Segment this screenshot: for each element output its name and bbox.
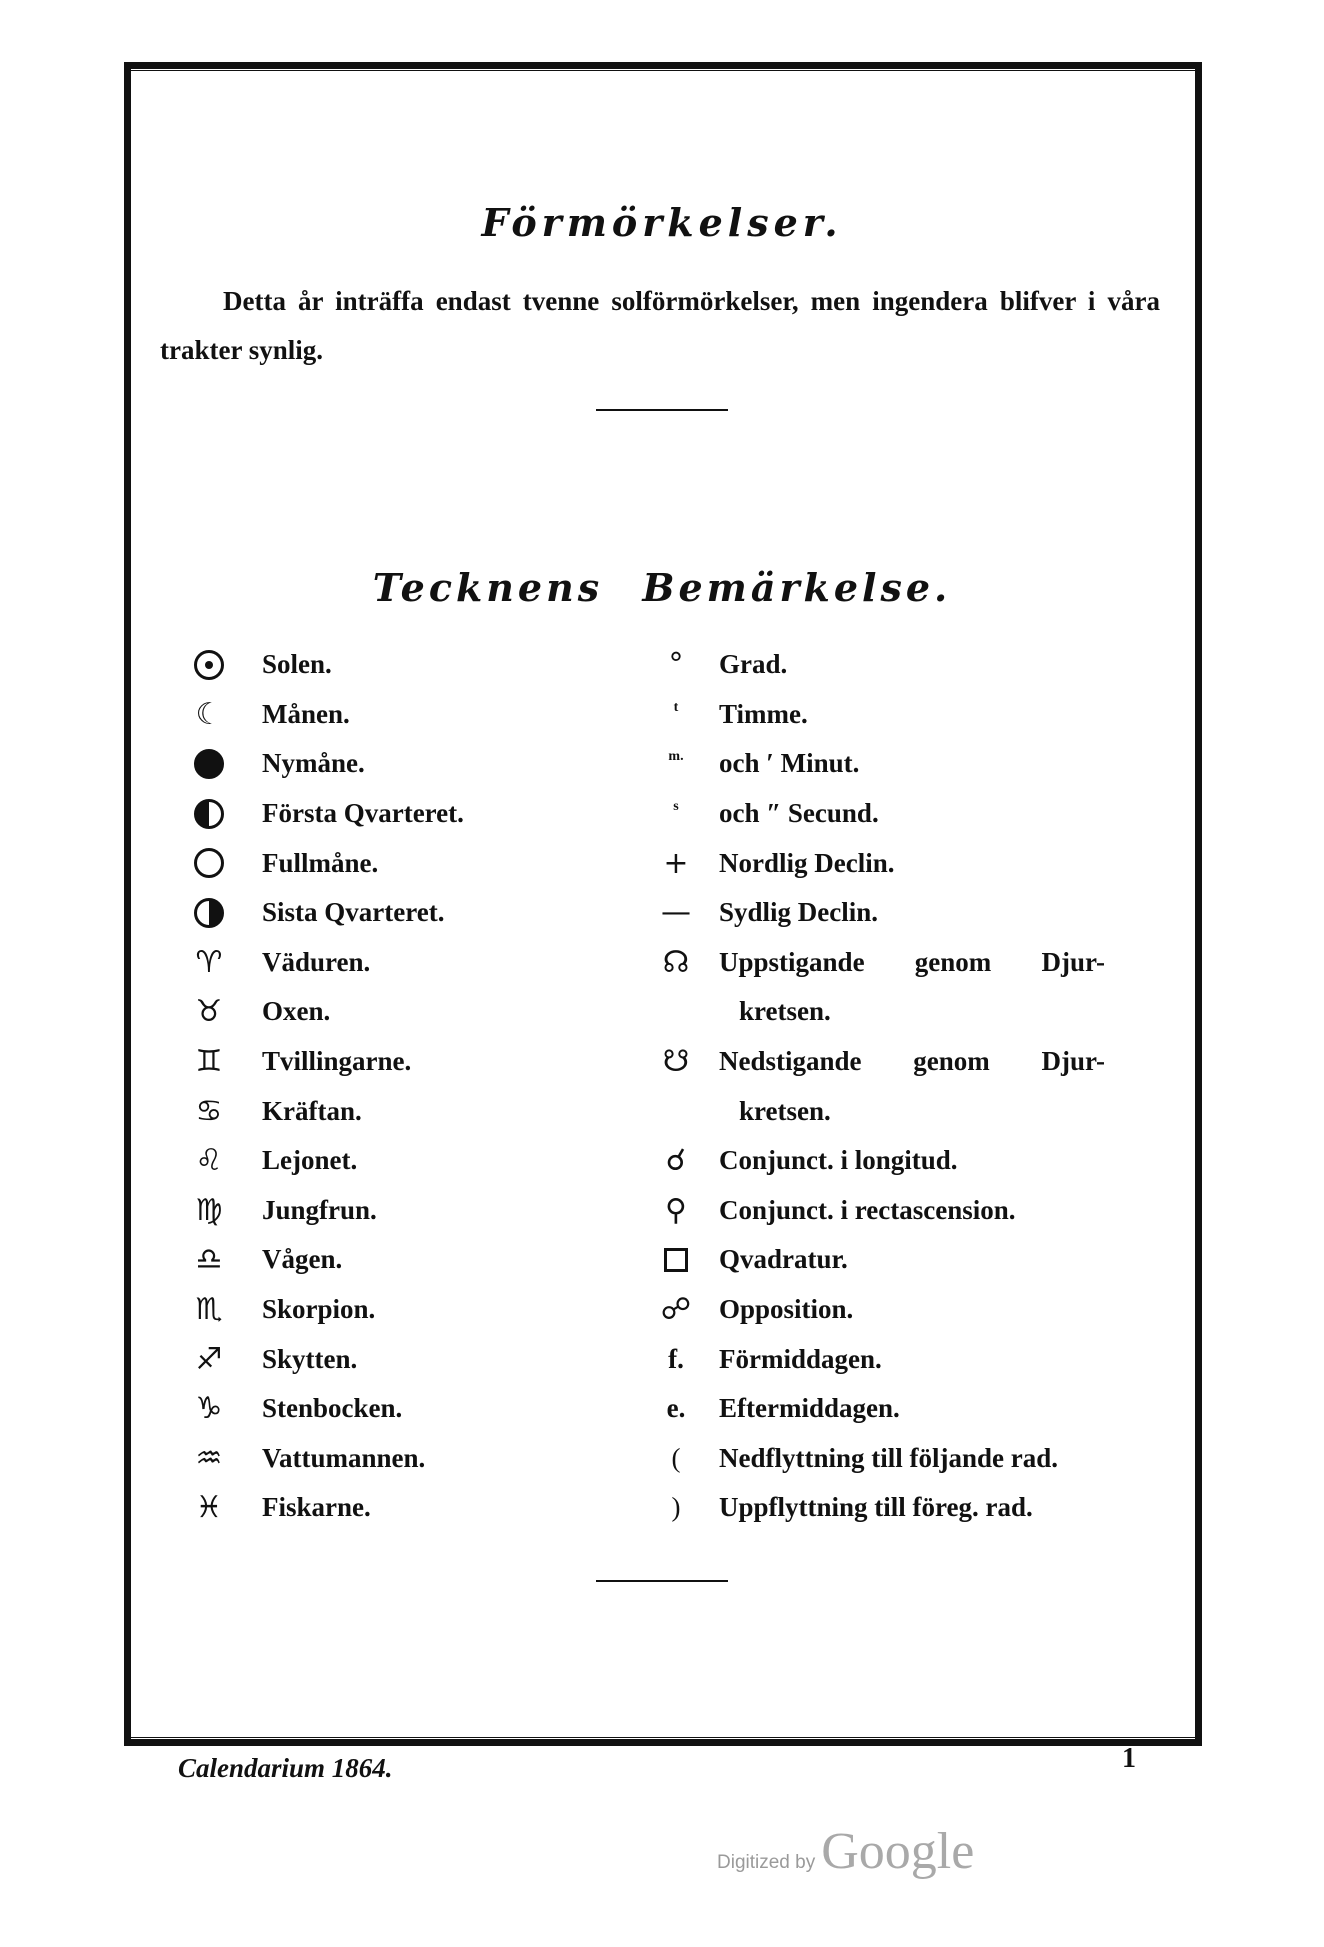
hour-mark: t [673,699,679,715]
sign-label: Skorpion. [262,1294,376,1325]
sign-label-part: Djur- [1041,1046,1105,1077]
new-moon-icon [184,749,234,779]
list-item [655,1334,1105,1384]
leo-icon: ♌ [195,1143,223,1179]
sign-label-part: genom [914,946,992,977]
sign-label: Conjunct. i rectascension. [719,1194,1016,1225]
list-item [184,1136,584,1186]
sign-label: Tvillingarne. [262,1046,412,1077]
page-number: 1 [1122,1743,1136,1774]
digitized-by-text: Digitized by [717,1852,816,1873]
sign-label: Kräftan. [262,1095,362,1126]
cancer-icon: ♋ [195,1093,223,1129]
sign-label: Nedflyttning till följande rad. [719,1442,1059,1473]
sign-label: och ′ Minut. [719,748,860,779]
list-item [655,1037,1105,1087]
sign-label [719,947,1105,978]
sign-label: Solen. [262,649,332,680]
sign-label: Eftermiddagen. [719,1393,900,1424]
second-mark: s [673,798,679,814]
minus-icon: — [661,895,691,931]
aries-icon: ♈ [195,944,223,980]
list-item-continuation: kretsen. [739,1095,831,1126]
sign-label: Uppflyttning till föreg. rad. [719,1492,1033,1523]
degree-icon: ° [668,647,684,683]
close-paren-mark: ) [671,1492,681,1523]
list-item [655,1136,1105,1186]
sign-label: Opposition. [719,1294,854,1325]
list-item [655,838,1105,888]
list-item [184,938,584,988]
list-item [184,1384,584,1434]
sign-label: Nordlig Declin. [719,847,895,878]
sign-label: Månen. [262,698,350,729]
list-item [655,640,1105,690]
list-item [184,1483,584,1533]
list-item [655,1434,1105,1484]
capricorn-icon: ♑ [195,1391,223,1427]
list-item [184,888,584,938]
first-quarter-icon [184,799,234,829]
sign-label: Första Qvarteret. [262,798,464,829]
aquarius-icon: ♒ [195,1440,223,1476]
list-item [655,888,1105,938]
list-item [184,690,584,740]
sign-label [719,1046,1105,1077]
sign-label: Grad. [719,649,788,680]
list-item [655,938,1105,988]
last-quarter-icon [184,898,234,928]
list-item [655,1384,1105,1434]
list-item [184,1334,584,1384]
signs-left-column [184,640,584,1533]
virgo-icon: ♍ [195,1192,223,1228]
sign-label: Skytten. [262,1343,358,1374]
pisces-icon: ♓ [195,1490,223,1526]
sun-icon [184,650,234,680]
sign-label: Fullmåne. [262,847,379,878]
plus-icon: + [663,845,689,881]
full-moon-icon [184,848,234,878]
libra-icon: ♎ [195,1242,223,1278]
google-logo: Google [821,1823,975,1880]
sign-label-part: genom [913,1046,990,1077]
sign-label: Nymåne. [262,748,365,779]
sign-label: Vågen. [262,1244,343,1275]
list-item [184,1086,584,1136]
moon-icon: ☾ [195,696,223,732]
sign-label: Fiskarne. [262,1492,371,1523]
sign-label: Timme. [719,698,808,729]
eclipses-heading: Förmörkelser. [481,200,843,245]
open-paren-mark: ( [671,1442,681,1473]
descending-node-icon: ☋ [662,1044,690,1080]
sign-label: Qvadratur. [719,1244,848,1275]
conjunction-ra-icon: ⚲ [665,1192,687,1228]
list-item [655,739,1105,789]
sign-label: Sydlig Declin. [719,897,879,928]
list-item [655,1186,1105,1236]
list-item [184,1285,584,1335]
signs-heading: Tecknens Bemärkelse. [372,565,952,610]
scorpio-icon: ♏ [195,1292,223,1328]
ascending-node-icon: ☊ [662,944,690,980]
section-divider [596,409,728,411]
sagittarius-icon: ♐ [195,1341,223,1377]
taurus-icon: ♉ [195,994,223,1030]
gemini-icon: ♊ [195,1044,223,1080]
sign-label: Conjunct. i longitud. [719,1145,958,1176]
list-item [655,1483,1105,1533]
digitized-watermark [717,1822,974,1881]
list-item [184,739,584,789]
conjunction-icon: ☌ [665,1143,687,1179]
list-item [184,789,584,839]
list-item [655,1235,1105,1285]
section-divider [596,1580,728,1582]
list-item [655,1285,1105,1335]
opposition-icon: ☍ [660,1292,692,1328]
list-item [655,789,1105,839]
eclipses-text: Detta år inträffa endast tvenne solförmörkelser, men ingendera blifver i våra trakter synlig. [160,286,1160,365]
abbreviation-mark: e. [666,1393,686,1424]
sign-label: Oxen. [262,996,331,1027]
sign-label-part: Uppstigande [719,946,865,977]
signs-right-column [655,640,1105,1533]
square-icon [655,1248,697,1272]
sign-label: Stenbocken. [262,1393,403,1424]
abbreviation-mark: f. [668,1343,684,1374]
sign-label-part: Djur- [1041,946,1105,977]
minute-mark: m. [668,749,684,765]
list-item [184,987,584,1037]
sign-label: Vattumannen. [262,1442,426,1473]
sign-label-part: Nedstigande [719,1046,862,1077]
list-item [655,690,1105,740]
list-item [184,1186,584,1236]
sign-label: Förmiddagen. [719,1343,882,1374]
sign-label: Sista Qvarteret. [262,897,445,928]
sign-label: och ″ Secund. [719,798,879,829]
list-item [184,640,584,690]
list-item-continuation: kretsen. [739,996,831,1027]
list-item [184,838,584,888]
list-item [184,1434,584,1484]
list-item [184,1235,584,1285]
sign-label: Väduren. [262,946,371,977]
sign-label: Lejonet. [262,1145,358,1176]
list-item [184,1037,584,1087]
sign-label: Jungfrun. [262,1194,377,1225]
eclipses-paragraph [160,277,1160,375]
running-footer: Calendarium 1864. [178,1753,393,1783]
